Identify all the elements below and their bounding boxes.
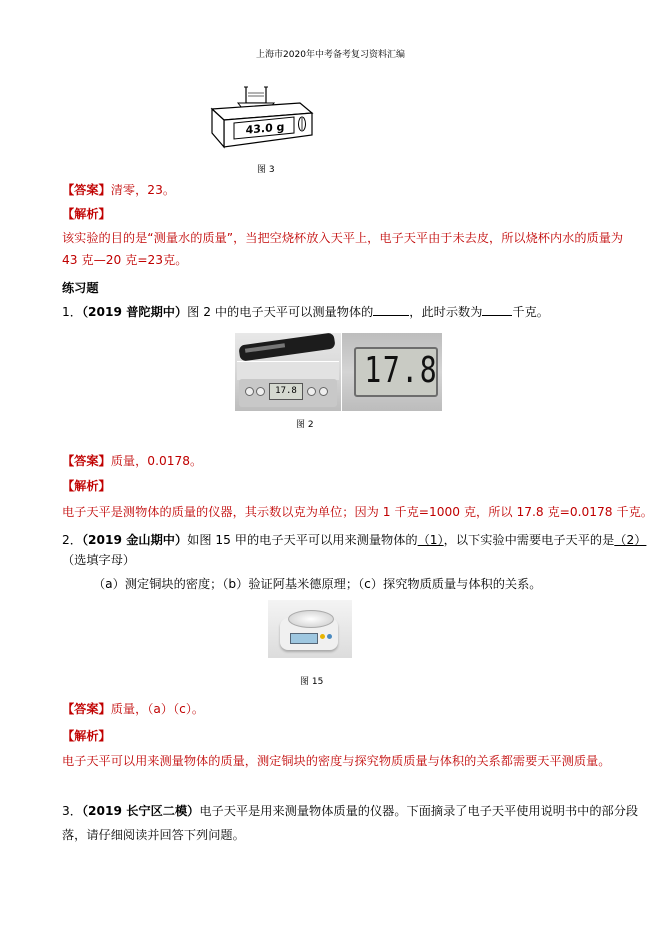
page-header: 上海市2020年中考备考复习资料汇编 (256, 50, 405, 60)
balance-button-icon (319, 387, 328, 396)
question-number: 2． (62, 533, 82, 547)
answer-text: 清零，23。 (110, 183, 176, 197)
question-number: 1． (62, 305, 82, 319)
question-2 (62, 531, 646, 549)
answer-tag: 【答案】 (62, 702, 111, 716)
balance-drawing (208, 83, 316, 155)
question-text-c: 千克。 (512, 305, 549, 319)
small-display-reading: 17.8 (269, 383, 303, 400)
balance-button-icon (327, 634, 332, 639)
analysis-1-tag: 【解析】 (62, 207, 111, 221)
figure-15 (268, 600, 352, 658)
analysis-2-line1: 电子天平是测物体的质量的仪器，其示数以克为单位；因为 1 千克=1000 克，所以 17.8 克=0.0178 千克。 (62, 505, 653, 519)
balance-lcd (290, 633, 318, 644)
closeup-display-reading: 17.8 (364, 350, 439, 391)
figure-2 (235, 333, 442, 411)
analysis-3-line1: 电子天平可以用来测量物体的质量，测定铜块的密度与探究物质质量与体积的关系都需要天平测质量。 (62, 754, 611, 768)
display-closeup-photo (342, 333, 442, 411)
answer-text: 质量，（a）（c）。 (110, 702, 205, 716)
question-text-b: ，以下实验中需要电子天平的是 (443, 533, 615, 547)
figure-2-caption: 图 2 (296, 420, 314, 430)
question-source: （2019 金山期中） (81, 533, 188, 547)
question-1 (62, 303, 549, 321)
balance-button-icon (320, 634, 325, 639)
figure-3 (208, 83, 316, 155)
question-2-options: （a）测定铜块的密度；（b）验证阿基米德原理；（c）探究物质质量与体积的关系。 (93, 577, 542, 591)
answer-blank-1 (373, 303, 409, 316)
question-number: 3． (62, 804, 82, 818)
question-3 (62, 802, 638, 820)
answer-blank-2 (482, 303, 512, 316)
balance-button-icon (245, 387, 254, 396)
analysis-2-tag: 【解析】 (62, 479, 111, 493)
balance-display-reading: 43.0 g (245, 120, 285, 137)
analysis-1-line2: 43 克—20 克=23克。 (62, 253, 188, 267)
question-2-line2: （选填字母） (62, 553, 136, 567)
question-text-a: 图 2 中的电子天平可以测量物体的 (187, 305, 374, 319)
answer-tag: 【答案】 (62, 454, 111, 468)
question-source: （2019 长宁区二模） (81, 804, 200, 818)
figure-15-caption: 图 15 (300, 677, 324, 687)
analysis-1-line1: 该实验的目的是“测量水的质量”，当把空烧杯放入天平上，电子天平由于未去皮，所以烧杯内水的质量为 (62, 231, 624, 245)
answer-blank-1: （1） (417, 533, 444, 547)
figure-3-caption: 图 3 (257, 165, 275, 175)
answer-3 (62, 700, 204, 718)
answer-1 (62, 181, 175, 199)
answer-2 (62, 452, 202, 470)
question-text-a: 电子天平是用来测量物体质量的仪器。下面摘录了电子天平使用说明书中的部分段 (199, 804, 639, 818)
question-source: （2019 普陀期中） (81, 305, 188, 319)
answer-text: 质量，0.0178。 (110, 454, 203, 468)
balance-photo (235, 333, 341, 411)
balance-pan (288, 610, 334, 628)
question-3-line2: 落，请仔细阅读并回答下列问题。 (62, 828, 245, 842)
balance-button-icon (307, 387, 316, 396)
answer-tag: 【答案】 (62, 183, 111, 197)
answer-blank-2: （2） (614, 533, 647, 547)
question-text-b: ，此时示数为 (409, 305, 483, 319)
analysis-3-tag: 【解析】 (62, 729, 111, 743)
question-text-a: 如图 15 甲的电子天平可以用来测量物体的 (187, 533, 418, 547)
balance-button-icon (256, 387, 265, 396)
practice-title: 练习题 (62, 281, 99, 295)
